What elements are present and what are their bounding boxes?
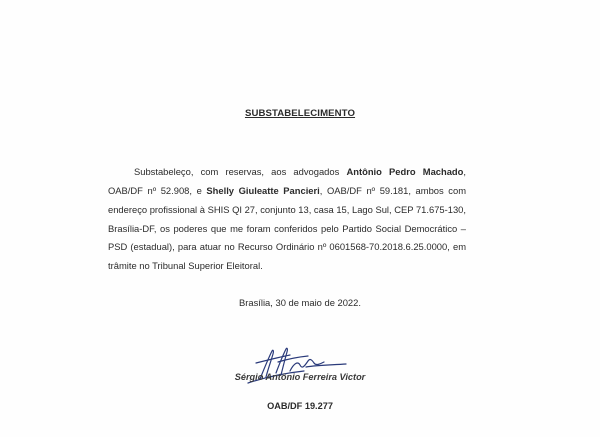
paragraph-text-part2: , OAB/DF nº 52.908, e	[108, 166, 466, 197]
document-body-paragraph	[108, 163, 466, 275]
paragraph-text-part3: , OAB/DF nº 59.181, ambos com endereço profissional à SHIS QI 27, conjunto 13, casa 15, Lago Sul, CEP 71.675-130, Brasília-DF, os poderes que me foram conferidos pelo Partido Social Democrático – PSD (estadual), para atuar no Recurso Ordinário nº 0601568-70.2018.6.25.0000, em trâmite no Tribunal Superior Eleitoral.	[108, 185, 466, 271]
signer-name: Sérgio Antônio Ferreira Victor	[234, 372, 366, 382]
signer-oab-number: OAB/DF 19.277	[267, 401, 333, 411]
document-title: SUBSTABELECIMENTO	[244, 108, 356, 119]
lawyer-name-1: Antônio Pedro Machado	[346, 166, 464, 178]
lawyer-name-2: Shelly Giuleatte Pancieri	[206, 185, 320, 197]
document-date: Brasília, 30 de maio de 2022.	[239, 297, 361, 308]
paragraph-text-part1: Substabeleço, com reservas, aos advogados	[134, 166, 347, 178]
